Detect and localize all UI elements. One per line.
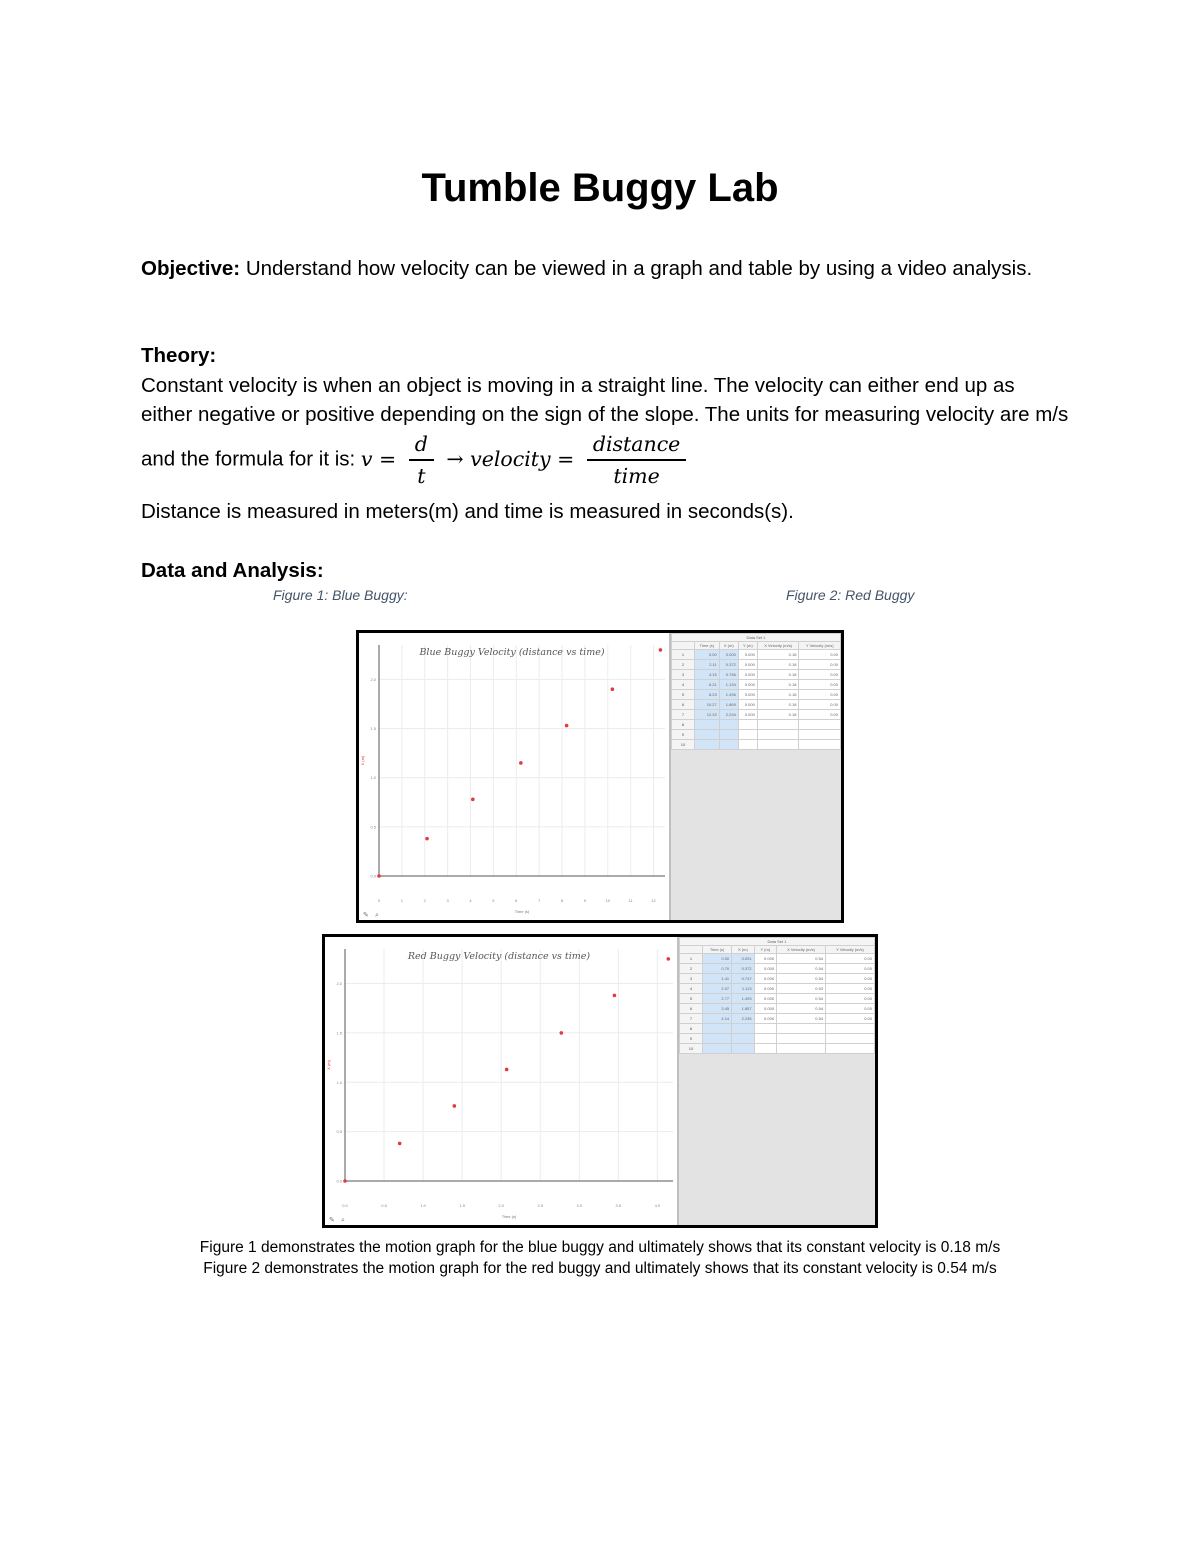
theory-label: Theory: (141, 344, 217, 367)
y-tick-label: 1.0 (370, 775, 376, 781)
x-tick-label: 6 (515, 898, 518, 903)
table-cell[interactable]: 0.18 (757, 670, 799, 680)
table-cell[interactable]: 5 (672, 690, 695, 700)
x-tick-label: 4.0 (654, 1203, 661, 1208)
blue-buggy-data-table (669, 633, 841, 920)
theory-text: Constant velocity is when an object is moving in a straight line. The velocity can either end up as either negative or positive depending on the sign of the slope. The units for measuring velocity are m/s and the formula for it is: (141, 374, 1069, 471)
table-cell[interactable]: 0.00 (826, 974, 875, 984)
table-cell[interactable]: 2 (672, 660, 695, 670)
table-cell[interactable]: 9 (672, 730, 695, 740)
table-cell[interactable] (703, 1044, 732, 1054)
table-cell[interactable] (826, 1024, 875, 1034)
table-cell[interactable]: 0.00 (799, 670, 841, 680)
table-cell[interactable] (754, 1034, 776, 1044)
column-header[interactable]: X Velocity (m/s) (757, 642, 799, 650)
table-cell[interactable] (754, 1044, 776, 1054)
table-cell[interactable]: 4 (672, 680, 695, 690)
x-tick-label: 0 (377, 898, 381, 903)
objective-label: Objective: (141, 257, 241, 280)
data-point (471, 798, 475, 802)
table-cell[interactable]: 6 (672, 700, 695, 710)
table-cell[interactable] (732, 1034, 754, 1044)
table-cell[interactable]: 10 (672, 740, 695, 750)
table-cell[interactable]: 3 (672, 670, 695, 680)
x-tick-label: 2.5 (537, 1203, 544, 1208)
table-cell[interactable]: 0.000 (754, 954, 776, 964)
table-row (672, 730, 841, 740)
velocity-formula: v = $\frac{d}{t}$ → velocity = $\frac{\text{distance}}{\text{time}}$ (361, 447, 692, 471)
table-row (672, 710, 841, 720)
y-tick-label: 0.5 (370, 824, 376, 830)
table-cell[interactable] (757, 740, 799, 750)
x-tick-label: 0.5 (381, 1203, 387, 1208)
y-axis-label: X (m) (326, 1060, 331, 1070)
table-cell[interactable]: 0.18 (757, 710, 799, 720)
y-axis-label: X (m) (360, 755, 365, 766)
table-cell[interactable]: 0.00 (826, 954, 875, 964)
table-row (672, 700, 841, 710)
column-header[interactable]: X Velocity (m/s) (777, 946, 826, 954)
data-point (659, 648, 663, 652)
table-cell[interactable] (732, 1044, 754, 1054)
table-cell[interactable]: 0.001 (732, 954, 754, 964)
table-cell[interactable]: 0.00 (826, 994, 875, 1004)
x-axis-label: Time (s) (514, 909, 530, 914)
table-cell[interactable]: 0.54 (777, 1014, 826, 1024)
table-cell[interactable]: 8 (672, 720, 695, 730)
table-cell[interactable]: 1.113 (732, 984, 754, 994)
summary-line-2: Figure 2 demonstrates the motion graph for the red buggy and ultimately shows that its constant velocity is 0.54 m/s (203, 1260, 997, 1277)
y-tick-label: 0.5 (336, 1129, 342, 1135)
y-tick-label: 1.5 (336, 1030, 342, 1036)
table-cell[interactable]: 4 (680, 984, 703, 994)
table-cell[interactable]: 0.000 (738, 700, 757, 710)
table-cell[interactable]: 1.869 (719, 700, 738, 710)
table-cell[interactable]: 0.18 (757, 680, 799, 690)
table-cell[interactable]: 0.372 (719, 660, 738, 670)
table-cell[interactable]: 0.54 (777, 964, 826, 974)
x-tick-label: 1.5 (459, 1203, 465, 1208)
table-cell[interactable]: 0.000 (754, 994, 776, 1004)
column-header[interactable] (672, 642, 695, 650)
column-header[interactable]: X (m) (719, 642, 738, 650)
table-cell[interactable]: 0.000 (719, 650, 738, 660)
table-row (672, 650, 841, 660)
x-tick-label: 3.5 (615, 1203, 622, 1208)
table-cell[interactable]: 0.18 (757, 650, 799, 660)
table-cell[interactable]: 0.000 (754, 964, 776, 974)
column-header[interactable]: Y (m) (738, 642, 757, 650)
red-buggy-data-table (677, 937, 875, 1225)
y-tick-label: 0.0 (370, 873, 376, 879)
x-tick-label: 10 (605, 898, 611, 903)
table-cell[interactable]: 3 (680, 974, 703, 984)
table-cell[interactable]: 6 (680, 1004, 703, 1014)
table-cell[interactable]: 0.000 (738, 650, 757, 660)
table-cell[interactable]: 0.000 (738, 670, 757, 680)
data-analysis-heading: Data and Analysis: (141, 559, 324, 582)
table-cell[interactable] (826, 1034, 875, 1044)
y-tick-label: 2.0 (336, 981, 342, 987)
table-row (680, 1044, 875, 1054)
table-cell[interactable] (738, 720, 757, 730)
column-header[interactable]: Y (m) (754, 946, 776, 954)
table-cell[interactable]: 10 (680, 1044, 703, 1054)
column-header[interactable]: Y Velocity (m/s) (799, 642, 841, 650)
x-tick-label: 9 (583, 898, 587, 903)
table-cell[interactable]: 12.33 (695, 710, 720, 720)
table-cell[interactable]: 7 (672, 710, 695, 720)
table-cell[interactable] (799, 730, 841, 740)
table-cell[interactable] (703, 1024, 732, 1034)
fig2-caption: Figure 2: Red Buggy (786, 587, 915, 603)
table-cell[interactable]: 1.857 (732, 1004, 754, 1014)
objective-text: Understand how velocity can be viewed in a graph and table by using a video analysis. (240, 257, 1033, 280)
x-tick-label: 8 (560, 898, 564, 903)
column-header[interactable]: Time (s) (703, 946, 732, 954)
table-cell[interactable] (738, 730, 757, 740)
x-tick-label: 2.0 (498, 1203, 504, 1208)
data-point (613, 994, 617, 998)
data-point (453, 1104, 457, 1108)
red-buggy-plot (325, 937, 681, 1225)
x-axis-label: Time (s) (501, 1214, 517, 1219)
table-cell[interactable]: 0.000 (754, 984, 776, 994)
table-row (672, 660, 841, 670)
table-cell[interactable]: 0.000 (754, 1004, 776, 1014)
table-cell[interactable]: 0.53 (777, 984, 826, 994)
table-cell[interactable] (695, 720, 720, 730)
table-title: Data Set 1 (672, 634, 841, 642)
table-cell[interactable]: 0.747 (732, 974, 754, 984)
table-cell[interactable]: 0.000 (754, 1014, 776, 1024)
theory-paragraph (141, 371, 1071, 491)
table-cell[interactable] (703, 1034, 732, 1044)
table-row (672, 680, 841, 690)
x-tick-label: 1.0 (420, 1203, 426, 1208)
table-cell[interactable]: 8.23 (695, 690, 720, 700)
x-tick-label: 0.0 (342, 1203, 348, 1208)
table-cell[interactable]: 0.000 (738, 660, 757, 670)
table-title: Data Set 1 (680, 938, 875, 946)
d-over-t: $\frac{d}{t}$ (409, 429, 434, 491)
table-cell[interactable] (777, 1024, 826, 1034)
table-cell[interactable]: 0.00 (799, 700, 841, 710)
table-cell[interactable]: 0.000 (738, 680, 757, 690)
x-tick-label: 5 (492, 898, 495, 903)
data-point (519, 761, 523, 765)
y-tick-label: 1.5 (370, 726, 376, 732)
table-row (672, 670, 841, 680)
data-point (425, 837, 429, 841)
x-tick-label: 12 (651, 898, 656, 903)
table-cell[interactable]: 7 (680, 1014, 703, 1024)
table-cell[interactable] (757, 720, 799, 730)
table-cell[interactable]: 2.235 (732, 1014, 754, 1024)
table-cell[interactable]: 4.15 (695, 670, 720, 680)
table-cell[interactable]: 0.54 (777, 974, 826, 984)
table-cell[interactable]: 0.18 (757, 700, 799, 710)
table-cell[interactable] (695, 730, 720, 740)
table-row (680, 974, 875, 984)
chart-title: Red Buggy Velocity (distance vs time) (407, 951, 591, 962)
table-cell[interactable]: 0.00 (703, 954, 732, 964)
table-cell[interactable]: 0.00 (799, 710, 841, 720)
y-tick-label: 1.0 (336, 1079, 342, 1085)
column-header[interactable]: X (m) (732, 946, 754, 954)
table-cell[interactable]: 0.000 (738, 690, 757, 700)
table-cell[interactable] (777, 1044, 826, 1054)
table-cell[interactable] (754, 1024, 776, 1034)
table-cell[interactable]: 2.07 (703, 984, 732, 994)
table-row (680, 1014, 875, 1024)
y-tick-label: 0.0 (336, 1178, 342, 1184)
table-cell[interactable]: 0.18 (757, 690, 799, 700)
table-cell[interactable]: 8 (680, 1024, 703, 1034)
data-point (377, 874, 381, 878)
zoom-icon: ⌕ (341, 1216, 345, 1224)
pencil-icon: ✎ (329, 1216, 335, 1224)
table-cell[interactable]: 1.493 (732, 994, 754, 1004)
table-cell[interactable]: 0.54 (777, 954, 826, 964)
table-cell[interactable] (695, 740, 720, 750)
data-point (611, 687, 615, 691)
data-point (343, 1179, 347, 1183)
table-row (680, 964, 875, 974)
column-header[interactable]: Time (s) (695, 642, 720, 650)
x-tick-label: 7 (538, 898, 541, 903)
table-row (672, 720, 841, 730)
distance-over-time: $\frac{\text{distance}}{\text{time}}$ (587, 429, 686, 491)
column-header[interactable] (680, 946, 703, 954)
table-row (680, 954, 875, 964)
table-cell[interactable]: 0.00 (826, 1004, 875, 1014)
fig1-caption: Figure 1: Blue Buggy: (273, 587, 408, 603)
table-cell[interactable]: 0.00 (799, 680, 841, 690)
x-tick-label: 11 (628, 898, 633, 903)
table-row (680, 1034, 875, 1044)
table-cell[interactable]: 10.27 (695, 700, 720, 710)
table-row (680, 984, 875, 994)
data-table (679, 937, 875, 1054)
x-tick-label: 4 (469, 898, 472, 903)
table-cell[interactable]: 0.00 (695, 650, 720, 660)
table-cell[interactable]: 2.11 (695, 660, 720, 670)
table-cell[interactable]: 1.41 (703, 974, 732, 984)
data-point (505, 1068, 509, 1072)
summary-line-1: Figure 1 demonstrates the motion graph for the blue buggy and ultimately shows that its constant velocity is 0.18 m/s (199, 1239, 1001, 1256)
data-point (560, 1031, 564, 1035)
page-title: Tumble Buggy Lab (421, 166, 779, 210)
table-cell[interactable] (732, 1024, 754, 1034)
blue-buggy-figure (356, 630, 844, 923)
table-cell[interactable] (777, 1034, 826, 1044)
table-cell[interactable]: 0.00 (826, 1014, 875, 1024)
zoom-icon: ⌕ (375, 911, 379, 919)
table-cell[interactable]: 0.000 (738, 710, 757, 720)
table-cell[interactable]: 0.70 (703, 964, 732, 974)
table-row (680, 1004, 875, 1014)
table-cell[interactable] (757, 730, 799, 740)
column-header[interactable]: Y Velocity (m/s) (826, 946, 875, 954)
table-cell[interactable] (826, 1044, 875, 1054)
table-cell[interactable]: 0.00 (799, 690, 841, 700)
table-cell[interactable]: 0.54 (777, 1004, 826, 1014)
table-row (672, 740, 841, 750)
table-cell[interactable]: 1 (672, 650, 695, 660)
table-cell[interactable]: 1.134 (719, 680, 738, 690)
table-cell[interactable]: 5 (680, 994, 703, 1004)
table-cell[interactable] (799, 720, 841, 730)
table-cell[interactable]: 2.77 (703, 994, 732, 1004)
table-cell[interactable]: 0.00 (826, 964, 875, 974)
table-cell[interactable]: 6.21 (695, 680, 720, 690)
table-cell[interactable]: 0.54 (777, 994, 826, 1004)
table-cell[interactable]: 0.00 (826, 984, 875, 994)
table-cell[interactable]: 0.756 (719, 670, 738, 680)
data-point (565, 724, 569, 728)
table-row (680, 1024, 875, 1034)
table-cell[interactable]: 3.45 (703, 1004, 732, 1014)
table-cell[interactable]: 0.000 (754, 974, 776, 984)
table-cell[interactable]: 4.14 (703, 1014, 732, 1024)
table-cell[interactable]: 1 (680, 954, 703, 964)
table-cell[interactable] (799, 740, 841, 750)
table-cell[interactable] (719, 730, 738, 740)
table-cell[interactable] (738, 740, 757, 750)
red-buggy-figure (322, 934, 878, 1228)
table-cell[interactable]: 9 (680, 1034, 703, 1044)
table-cell[interactable]: 1.496 (719, 690, 738, 700)
pencil-icon: ✎ (363, 911, 369, 919)
blue-buggy-plot (359, 633, 673, 920)
x-tick-label: 1 (400, 898, 403, 903)
x-tick-label: 3.0 (576, 1203, 583, 1208)
chart-title: Blue Buggy Velocity (distance vs time) (419, 647, 605, 658)
data-point (667, 957, 671, 961)
table-cell[interactable]: 0.00 (799, 660, 841, 670)
table-cell[interactable] (719, 740, 738, 750)
data-table (671, 633, 841, 750)
table-row (672, 690, 841, 700)
table-cell[interactable]: 2.234 (719, 710, 738, 720)
data-point (398, 1142, 402, 1146)
objective-paragraph (141, 254, 1071, 283)
theory-units: Distance is measured in meters(m) and time is measured in seconds(s). (141, 500, 794, 523)
y-tick-label: 2.0 (370, 676, 376, 682)
table-row (680, 994, 875, 1004)
x-tick-label: 3 (446, 898, 449, 903)
table-cell[interactable]: 0.18 (757, 660, 799, 670)
table-cell[interactable]: 0.372 (732, 964, 754, 974)
table-cell[interactable]: 2 (680, 964, 703, 974)
x-tick-label: 2 (423, 898, 426, 903)
table-cell[interactable] (719, 720, 738, 730)
table-cell[interactable]: 0.00 (799, 650, 841, 660)
